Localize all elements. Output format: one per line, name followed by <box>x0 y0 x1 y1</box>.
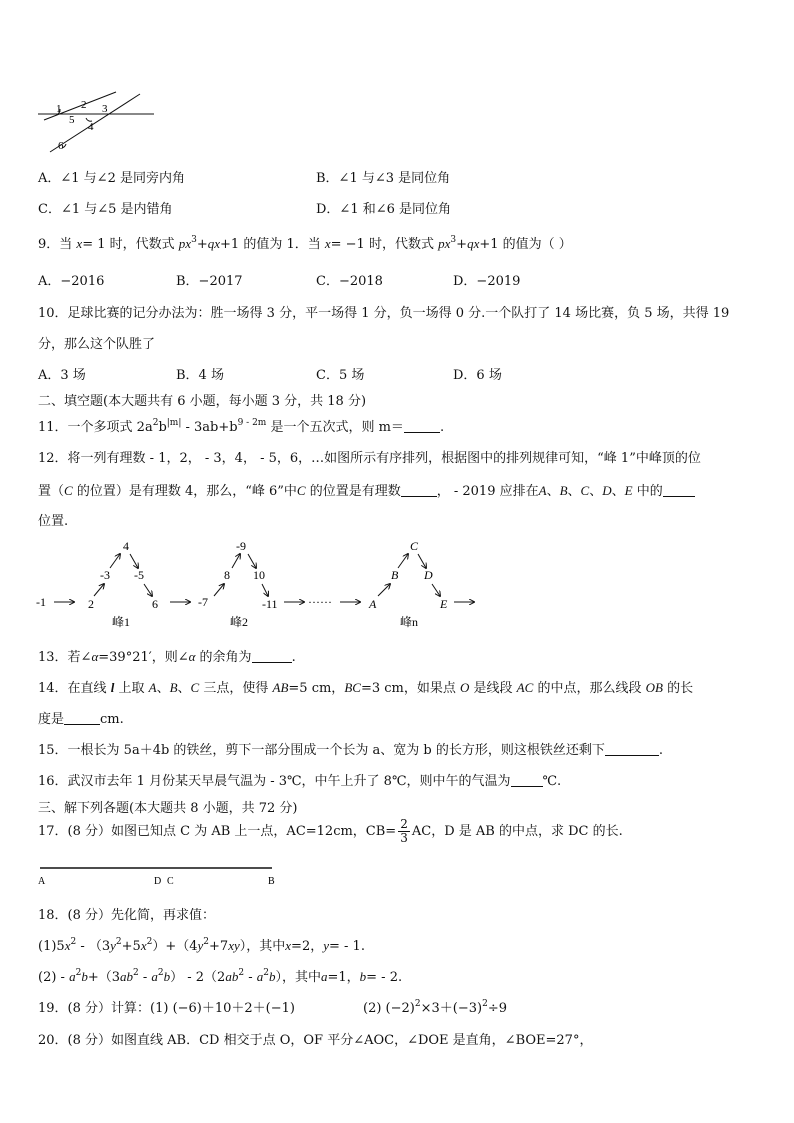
peak2-top: -9 <box>236 539 246 553</box>
peakn-bottom-left: A <box>369 597 377 611</box>
question-12-line2: 置（C 的位置）是有理数 4，那么，“峰 6”中C 的位置是有理数 ， - 2019 应排在A、B、C、D、E 中的 <box>38 480 695 499</box>
peak2-upper-right: 10 <box>253 568 265 582</box>
peakn-upper-right: D <box>424 568 433 582</box>
peakn-top: C <box>410 539 419 553</box>
section-heading-solve: 三、解下列各题(本大题共 8 小题，共 72 分) <box>38 801 298 816</box>
question-14-line1: 14．在直线 l 上取 A、B、C 三点，使得 AB=5 cm，BC=3 cm，如果点 O 是线段 AC 的中点，那么线段 OB 的长 <box>38 680 694 696</box>
peak2-label: 峰2 <box>230 615 249 629</box>
angle-label-2: 2 <box>81 99 87 111</box>
peak1-label: 峰1 <box>112 615 131 629</box>
answer-blank <box>663 484 695 497</box>
q9-option-a: A．−2016 <box>38 274 105 289</box>
peak2-left: -7 <box>198 595 208 609</box>
peak-pattern-figure <box>34 534 484 630</box>
angle-label-6: 6 <box>58 140 64 152</box>
question-11: 11．一个多项式 $2a^2b^{|m|} - 3ab+b^{9 - 2m}$ 是一个五次式，则 m＝ . <box>38 418 445 435</box>
angle-label-4: 4 <box>88 121 94 133</box>
question-16: 16．武汉市去年 1 月份某天早晨气温为 - 3℃，中午上升了 8℃，则中午的气温为 ℃. <box>38 774 562 789</box>
q9-option-d: D．−2019 <box>453 274 521 289</box>
point-a-label: A <box>38 876 46 887</box>
peakn-upper-left: B <box>391 568 399 582</box>
question-10-line2: 分，那么这个队胜了 <box>38 337 156 352</box>
answer-blank <box>404 420 440 433</box>
q8-option-a: A．∠1 与∠2 是同旁内角 <box>38 171 185 186</box>
question-19-part1: 19．(8 分）计算：(1) (−6)＋10＋2＋(−1) <box>38 1001 295 1016</box>
transversal-2 <box>50 94 140 152</box>
answer-blank <box>64 712 100 725</box>
peak2-upper-left: 8 <box>224 568 230 582</box>
question-10-line1: 10．足球比赛的记分办法为：胜一场得 3 分，平一场得 1 分，负一场得 0 分.一个队打了 14 场比赛，负 5 场，共得 19 <box>38 306 730 321</box>
peak1-bottom-right: 6 <box>152 597 158 611</box>
point-d-label: D <box>154 876 162 887</box>
q10-option-c: C．5 场 <box>316 368 365 383</box>
question-18-title: 18．(8 分）先化简，再求值： <box>38 908 216 923</box>
question-14-line2: 度是 cm. <box>38 712 124 727</box>
question-20: 20．(8 分）如图直线 AB．CD 相交于点 O，OF 平分∠AOC，∠DOE 是直角，∠BOE=27°， <box>38 1033 593 1048</box>
q9-option-c: C．−2018 <box>316 274 383 289</box>
q9-option-b: B．−2017 <box>176 274 243 289</box>
peak1-upper-left: -3 <box>100 568 110 582</box>
question-17: 17．(8 分）如图已知点 C 为 AB 上一点，AC=12cm，CB= $\frac{2}{3}$ AC，D 是 AB 的中点，求 DC 的长. <box>38 817 623 845</box>
peakn-label: 峰n <box>400 615 419 629</box>
peakn-bottom-right: E <box>440 597 448 611</box>
angle-label-3: 3 <box>102 103 108 115</box>
question-13: 13．若∠α=39°21′，则∠α 的余角为 . <box>38 649 296 665</box>
answer-blank <box>511 774 543 787</box>
q8-option-b: B．∠1 与∠3 是同位角 <box>316 171 451 186</box>
question-19-part2: (2) $(-2)^2\times 3+(-3)^2\div 9$ <box>363 999 507 1016</box>
question-18-part2: $(2) - a^2b+(3ab^2 - a^2b) - 2(2ab^2 - a^2b)$，其中a=1，b= - 2. <box>38 968 403 985</box>
answer-blank <box>401 484 437 497</box>
fraction-two-thirds: $\frac{2}{3}$ <box>400 817 408 845</box>
segment-figure <box>36 862 286 888</box>
peak1-top: 4 <box>123 539 129 553</box>
peak2-bottom-right: -11 <box>262 597 278 611</box>
question-15: 15．一根长为 5a＋4b 的铁丝，剪下一部分围成一个长为 a、宽为 b 的长方形，则这根铁丝还剩下 . <box>38 743 664 758</box>
question-12-line3: 位置. <box>38 514 69 529</box>
start-value: -1 <box>36 595 46 609</box>
answer-blank <box>605 743 659 756</box>
point-c-label: C <box>167 876 174 887</box>
angle-label-1: 1 <box>56 103 62 115</box>
q10-option-d: D．6 场 <box>453 368 502 383</box>
section-heading-fill-in: 二、填空题(本大题共有 6 小题，每小题 3 分，共 18 分) <box>38 394 367 409</box>
peak1-bottom-left: 2 <box>88 597 94 611</box>
question-12-line1: 12．将一列有理数 - 1，2， - 3，4， - 5，6，…如图所示有序排列，根据图中的排列规律可知，“峰 1”中峰顶的位 <box>38 451 701 466</box>
question-9: 9．当 x= 1 时，代数式 $px^3+qx+1$ 的值为 1．当 x= −1 时，代数式 $px^3+qx+1$ 的值为（ ） <box>38 235 572 252</box>
peak1-upper-right: -5 <box>134 568 144 582</box>
q10-option-b: B．4 场 <box>176 368 224 383</box>
question-18-part1: $(1)5x^2 - (3y^2+5x^2)+(4y^2+7xy)$，其中x=2，y= - 1. <box>38 937 365 954</box>
q8-option-d: D．∠1 和∠6 是同位角 <box>316 202 452 217</box>
angle-figure <box>36 94 156 156</box>
q8-option-c: C．∠1 与∠5 是内错角 <box>38 202 173 217</box>
answer-blank <box>252 650 292 663</box>
ellipsis-dots: ······ <box>308 595 332 609</box>
q10-option-a: A．3 场 <box>38 368 86 383</box>
point-b-label: B <box>268 876 275 887</box>
angle-label-5: 5 <box>69 114 75 126</box>
